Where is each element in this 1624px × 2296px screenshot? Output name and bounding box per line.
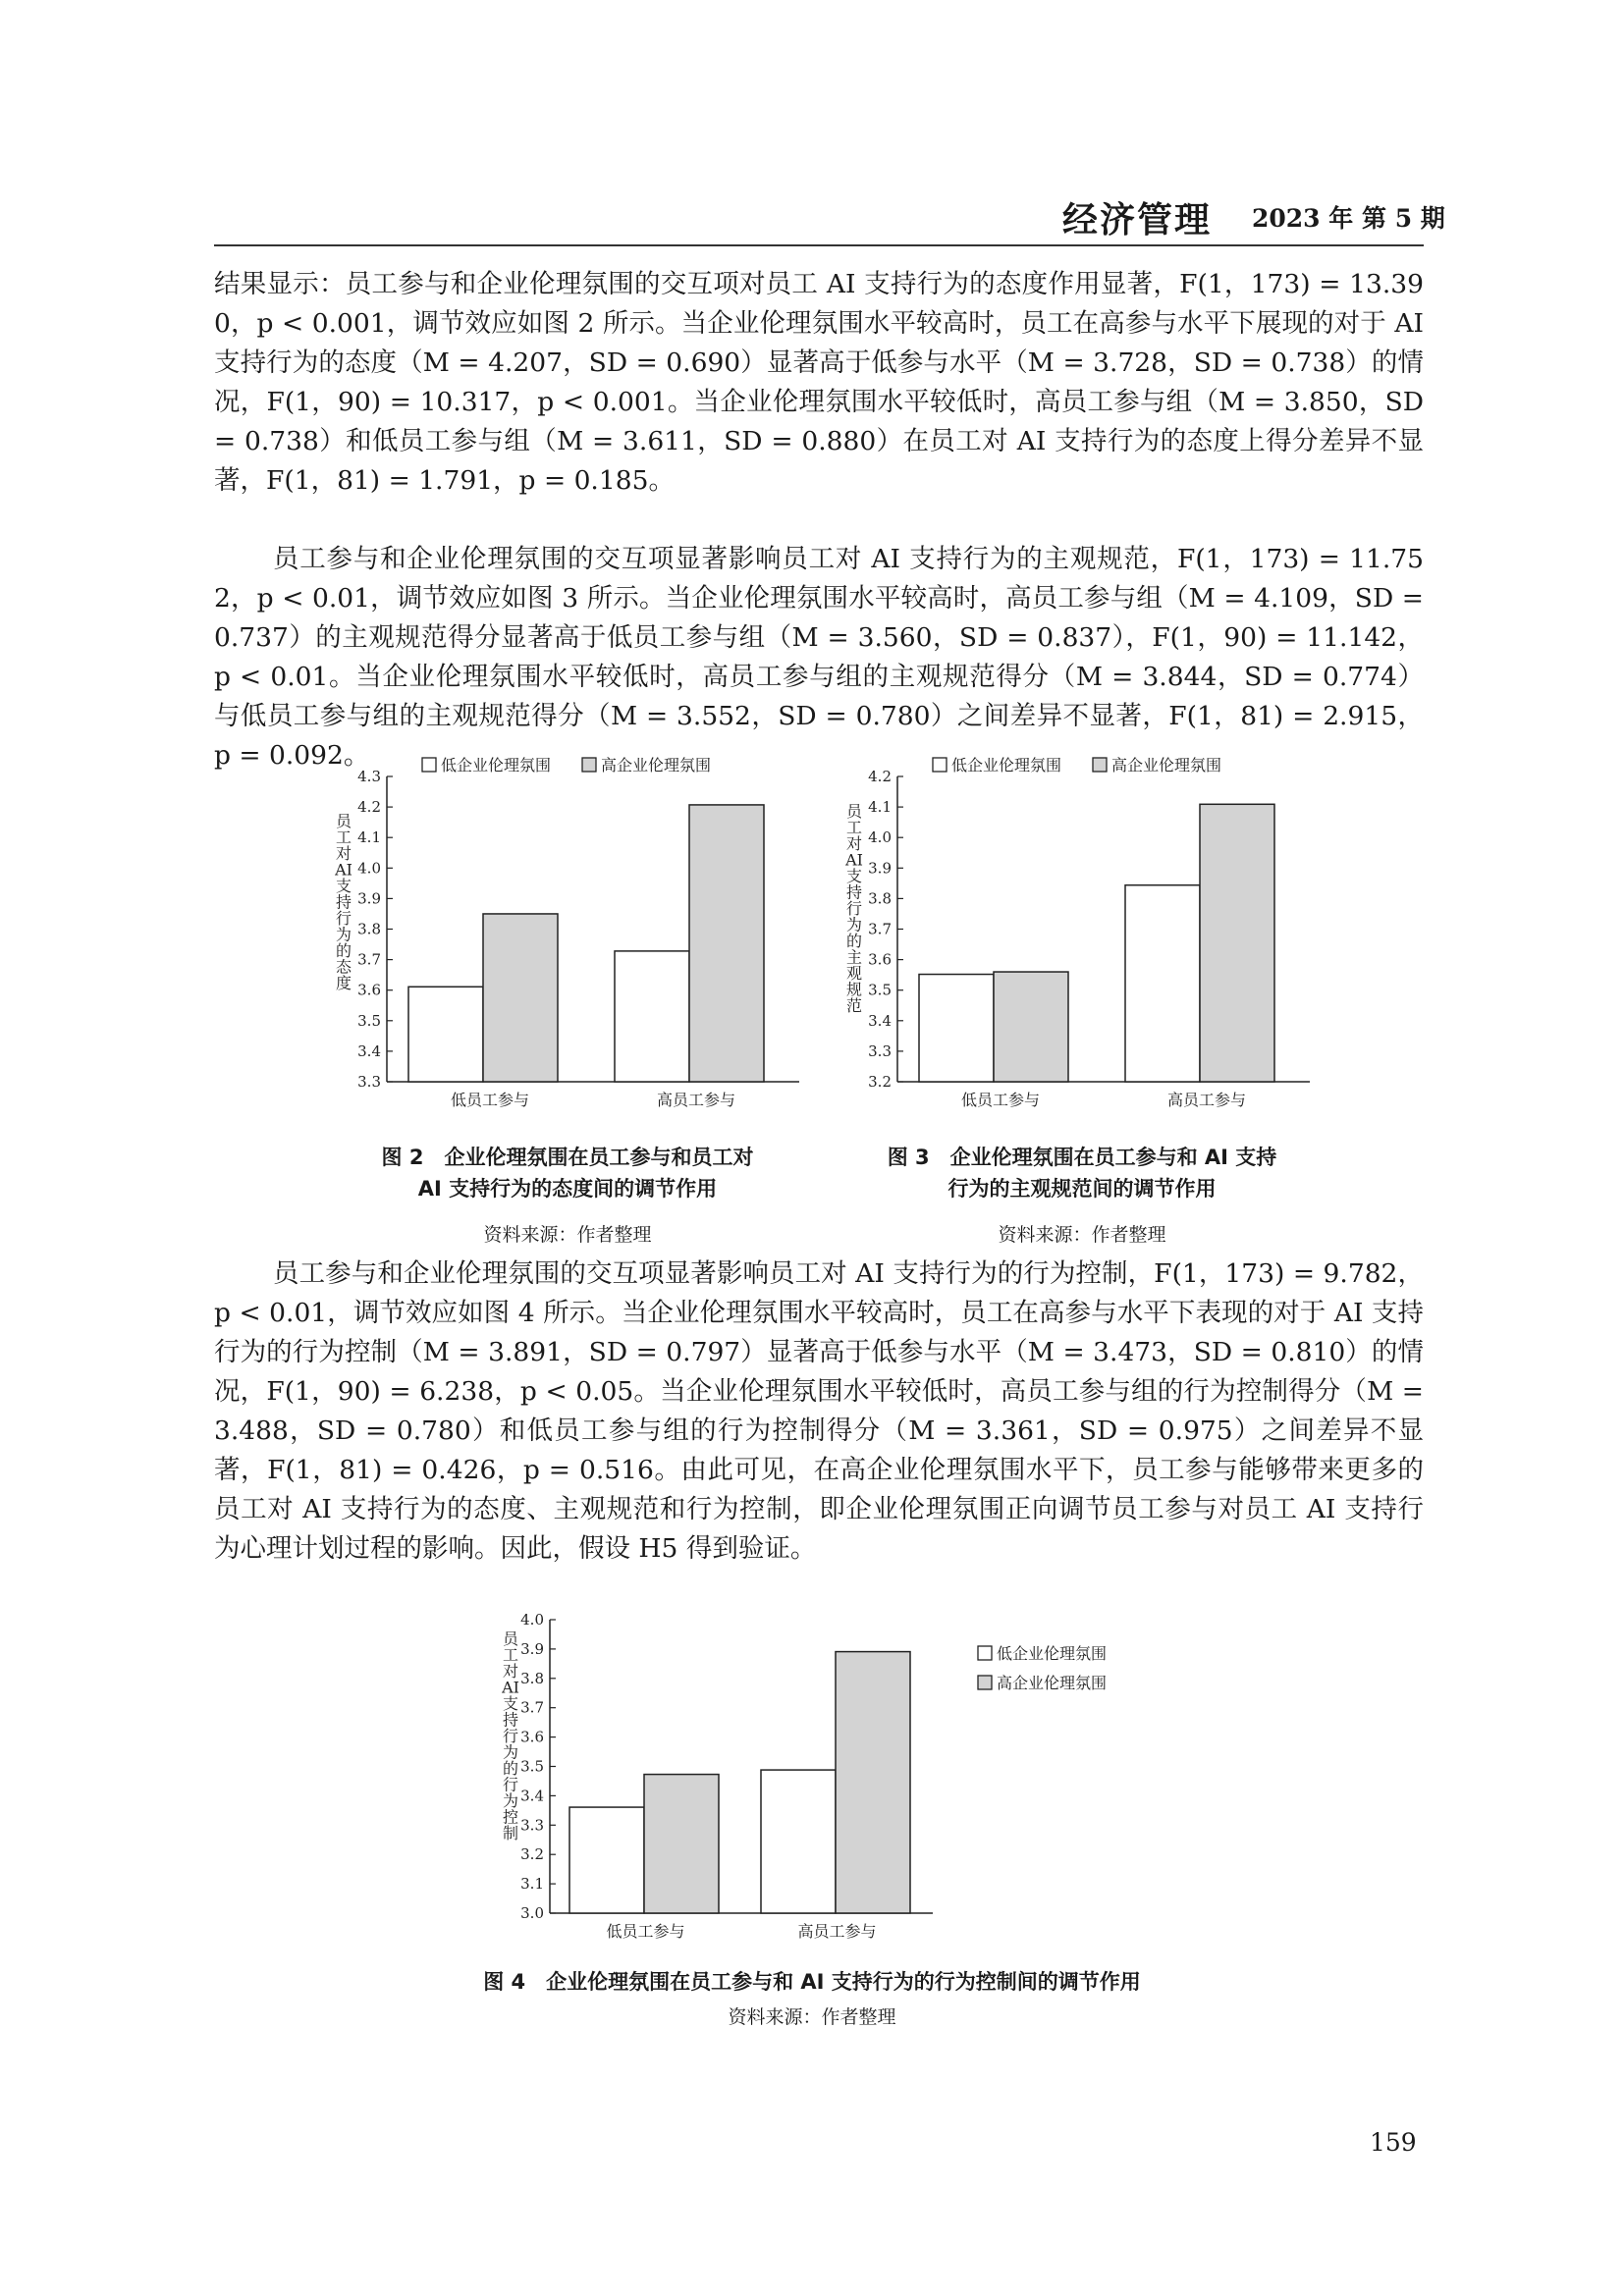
header-rule xyxy=(214,244,1424,246)
y-tick-label: 3.5 xyxy=(520,1757,544,1776)
bar-low-ethics-low-participation xyxy=(408,987,483,1082)
paragraph-2: 员工参与和企业伦理氛围的交互项显著影响员工对 AI 支持行为的主观规范，F(1，173) = 11.752，p < 0.01，调节效应如图 3 所示。当企业伦理氛围水平较高时，高员工参与组（M = 4.109，SD = 0.737）的主观规范得分显著高于低员工参与组（M = 3.560，SD = 0.837），F(1，90) = 11.142，p < 0.01。当企业伦理氛围水平较低时，高员工参与组的主观规范得分（M = 3.844，SD = 0.774）与低员工参与组的主观规范得分（M = 3.552，SD = 0.780）之间差异不显著，F(1，81) = 2.915，p = 0.092。 xyxy=(214,544,1424,771)
legend-swatch xyxy=(978,1646,992,1660)
figure-2-caption-line1: 图 2 企业伦理氛围在员工参与和员工对 xyxy=(381,1146,754,1169)
y-tick-label: 3.4 xyxy=(357,1041,381,1060)
legend-label: 高企业伦理氛围 xyxy=(601,756,712,774)
bar-low-ethics-low-participation xyxy=(919,975,994,1082)
legend-label: 低企业伦理氛围 xyxy=(441,756,552,774)
bar-low-ethics-high-participation xyxy=(761,1770,836,1913)
y-tick-label: 4.2 xyxy=(357,798,381,817)
figure-3-source: 资料来源：作者整理 xyxy=(998,1224,1166,1246)
legend-swatch xyxy=(422,758,436,772)
figure-4-caption: 图 4 企业伦理氛围在员工参与和 AI 支持行为的行为控制间的调节作用 xyxy=(483,1970,1141,1994)
figure-3-caption-line2: 行为的主观规范间的调节作用 xyxy=(947,1177,1217,1201)
issue-info: 2023 年 第 5 期 xyxy=(1252,204,1445,233)
bar-low-ethics-high-participation xyxy=(1125,885,1200,1082)
x-tick-label: 高员工参与 xyxy=(797,1922,877,1941)
y-tick-label: 3.6 xyxy=(357,981,381,999)
bar-low-ethics-high-participation xyxy=(615,951,689,1082)
page-number: 159 xyxy=(1370,2128,1417,2157)
paragraph-3: 员工参与和企业伦理氛围的交互项显著影响员工对 AI 支持行为的行为控制，F(1，173) = 9.782，p < 0.01，调节效应如图 4 所示。当企业伦理氛围水平较高时，员工在高参与水平下表现的对于 AI 支持行为的行为控制（M = 3.891，SD = 0.797）显著高于低参与水平（M = 3.473，SD = 0.810）的情况，F(1，90) = 6.238，p < 0.05。当企业伦理氛围水平较低时，高员工参与组的行为控制得分（M = 3.488，SD = 0.780）和低员工参与组的行为控制得分（M = 3.361，SD = 0.975）之间差异不显著，F(1，81) = 0.426，p = 0.516。由此可见，在高企业伦理氛围水平下，员工参与能够带来更多的员工对 AI 支持行为的态度、主观规范和行为控制，即企业伦理氛围正向调节员工参与对员工 AI 支持行为心理计划过程的影响。因此，假设 H5 得到验证。 xyxy=(214,1258,1424,1564)
legend-label: 低企业伦理氛围 xyxy=(951,756,1062,774)
figure-4-source: 资料来源：作者整理 xyxy=(728,2006,896,2028)
y-tick-label: 3.3 xyxy=(357,1073,381,1091)
y-tick-label: 4.0 xyxy=(520,1611,544,1629)
y-tick-label: 3.6 xyxy=(868,950,892,969)
legend-swatch xyxy=(1093,758,1107,772)
y-tick-label: 3.9 xyxy=(868,859,892,878)
y-tick-label: 3.0 xyxy=(520,1904,544,1922)
bar-low-ethics-low-participation xyxy=(569,1807,644,1913)
y-tick-label: 3.4 xyxy=(520,1787,544,1805)
x-tick-label: 高员工参与 xyxy=(1166,1091,1247,1109)
y-tick-label: 3.5 xyxy=(868,981,892,999)
figure-2-source: 资料来源：作者整理 xyxy=(483,1224,652,1246)
x-tick-label: 低员工参与 xyxy=(450,1091,530,1109)
y-tick-label: 3.7 xyxy=(520,1698,544,1717)
bar-high-ethics-high-participation xyxy=(1200,804,1274,1082)
y-tick-label: 3.9 xyxy=(357,889,381,908)
x-tick-label: 低员工参与 xyxy=(606,1922,685,1941)
paragraph-1: 结果显示：员工参与和企业伦理氛围的交互项对员工 AI 支持行为的态度作用显著，F(1，173) = 13.390，p < 0.001，调节效应如图 2 所示。当企业伦理氛围水平较高时，员工在高参与水平下展现的对于 AI 支持行为的态度（M = 4.207，SD = 0.690）显著高于低参与水平（M = 3.728，SD = 0.738）的情况，F(1，90) = 10.317，p < 0.001。当企业伦理氛围水平较低时，高员工参与组（M = 3.850，SD = 0.738）和低员工参与组（M = 3.611，SD = 0.880）在员工对 AI 支持行为的态度上得分差异不显著，F(1，81) = 1.791，p = 0.185。 xyxy=(214,269,1424,496)
y-tick-label: 4.0 xyxy=(357,859,381,878)
legend-label: 高企业伦理氛围 xyxy=(997,1674,1108,1692)
y-tick-label: 3.8 xyxy=(357,920,381,938)
y-tick-label: 3.2 xyxy=(868,1073,892,1091)
y-tick-label: 4.1 xyxy=(868,798,892,817)
bar-high-ethics-low-participation xyxy=(644,1775,719,1913)
y-tick-label: 3.7 xyxy=(357,950,381,969)
journal-name: 经济管理 xyxy=(1062,199,1213,240)
y-tick-label: 3.4 xyxy=(868,1011,892,1030)
figure-3-caption xyxy=(827,1142,1337,1204)
y-tick-label: 3.3 xyxy=(868,1041,892,1060)
y-tick-label: 3.5 xyxy=(357,1011,381,1030)
y-tick-label: 3.3 xyxy=(520,1816,544,1835)
bar-high-ethics-low-participation xyxy=(994,972,1068,1082)
y-tick-label: 3.8 xyxy=(868,889,892,908)
y-axis-label: 员工对 AI 支持行为的态度 xyxy=(335,812,352,992)
legend-swatch xyxy=(582,758,596,772)
y-tick-label: 3.6 xyxy=(520,1728,544,1746)
figure-2-caption-line2: AI 支持行为的态度间的调节作用 xyxy=(417,1177,718,1201)
legend-swatch xyxy=(933,758,947,772)
y-axis-label: 员工对 AI 支持行为的行为控制 xyxy=(502,1629,519,1842)
legend-label: 高企业伦理氛围 xyxy=(1111,756,1222,774)
bar-high-ethics-high-participation xyxy=(689,805,764,1082)
y-tick-label: 3.2 xyxy=(520,1845,544,1864)
y-tick-label: 4.2 xyxy=(868,768,892,785)
bar-high-ethics-low-participation xyxy=(483,914,558,1082)
figure-2-caption xyxy=(312,1142,823,1204)
legend-swatch xyxy=(978,1676,992,1689)
figure-3-chart xyxy=(835,748,1326,1121)
y-tick-label: 4.0 xyxy=(868,828,892,847)
figure-3-caption-line1: 图 3 企业伦理氛围在员工参与和 AI 支持 xyxy=(887,1146,1277,1169)
x-tick-label: 高员工参与 xyxy=(656,1091,736,1109)
y-tick-label: 3.8 xyxy=(520,1669,544,1687)
y-tick-label: 3.7 xyxy=(868,920,892,938)
bar-high-ethics-high-participation xyxy=(836,1652,910,1913)
figure-4-chart xyxy=(442,1605,1188,1963)
x-tick-label: 低员工参与 xyxy=(960,1091,1041,1109)
y-tick-label: 3.1 xyxy=(520,1875,544,1894)
y-axis-label: 员工对 AI 支持行为的主观规范 xyxy=(845,802,863,1015)
y-tick-label: 4.3 xyxy=(357,768,381,785)
figure-2-chart xyxy=(324,748,815,1121)
y-tick-label: 3.9 xyxy=(520,1639,544,1658)
legend-label: 低企业伦理氛围 xyxy=(997,1644,1108,1663)
y-tick-label: 4.1 xyxy=(357,828,381,847)
